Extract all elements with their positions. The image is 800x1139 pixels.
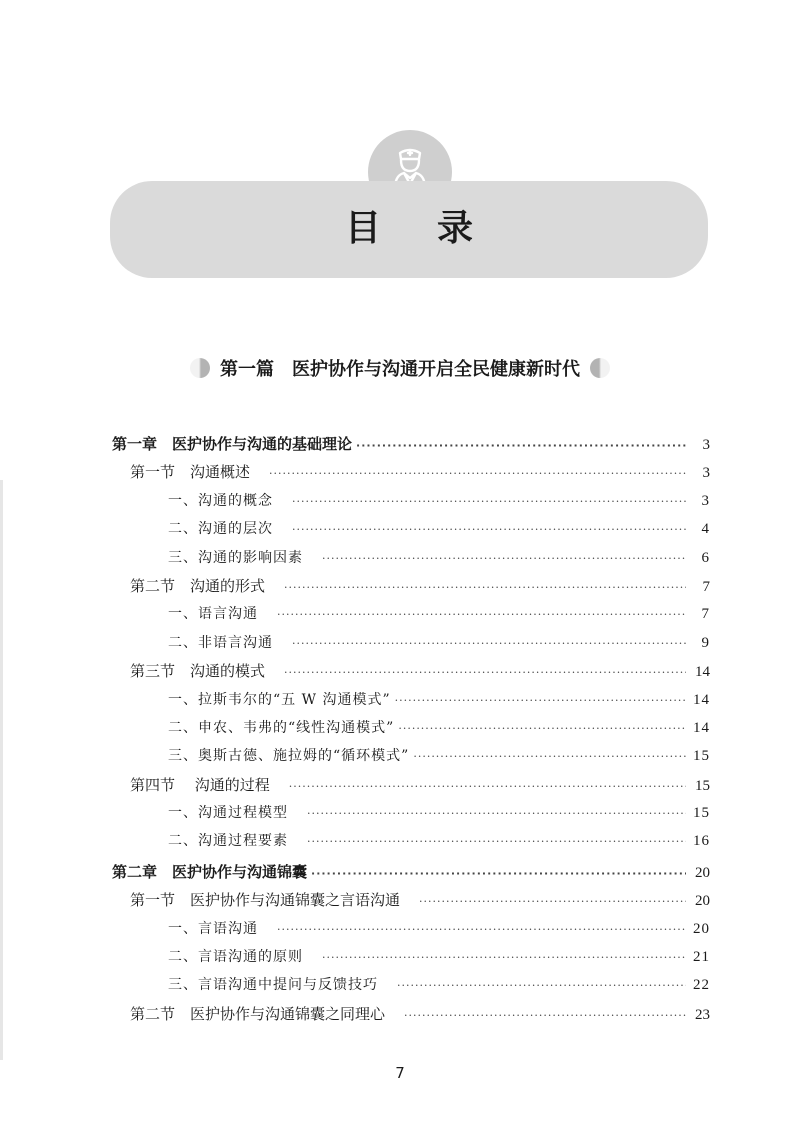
toc-entry-subsection[interactable]: [112, 487, 710, 515]
toc-entry-page: 15: [693, 805, 710, 822]
left-ornament-dot: [190, 358, 210, 378]
toc-entry-page: 20: [695, 864, 710, 881]
toc-entry-label: 二、申农、韦弗的“线性沟通模式”: [168, 719, 395, 736]
dot-leader: [292, 488, 686, 516]
toc-entry-page: 22: [693, 977, 710, 994]
toc-entry-subsection[interactable]: [112, 742, 710, 770]
toc-entry-section[interactable]: [112, 1000, 710, 1028]
toc-entry-subsection[interactable]: [112, 971, 710, 999]
toc-entry-subsection[interactable]: [112, 600, 710, 628]
toc-entry-page: 21: [693, 949, 710, 966]
toc-entry-page: 9: [701, 634, 710, 651]
dot-leader: [292, 516, 686, 544]
toc-entry-page: 3: [701, 492, 710, 509]
dot-leader: [277, 601, 686, 629]
toc-entry-label: 三、奥斯古德、施拉姆的“循环模式”: [168, 748, 410, 765]
dot-leader: [307, 800, 686, 828]
page-edge-shadow: [0, 480, 3, 1060]
toc-entry-page: 15: [695, 777, 710, 794]
toc-entry-label: 二、沟通的层次: [168, 521, 288, 538]
toc-entry-page: 3: [702, 465, 710, 482]
toc-entry-label: 一、语言沟通: [168, 606, 273, 623]
dot-leader: [356, 432, 686, 460]
dot-leader: [307, 828, 686, 856]
toc-entry-subsection[interactable]: [112, 686, 710, 714]
toc-entry-subsection[interactable]: [112, 629, 710, 657]
dot-leader: [413, 743, 686, 771]
toc-entry-page: 7: [702, 578, 710, 595]
dot-leader: [322, 944, 686, 972]
toc-entry-label: 第一节 沟通概述: [130, 463, 266, 482]
toc-entry-label: 第二节 医护协作与沟通锦囊之同理心: [130, 1004, 401, 1023]
toc-entry-subsection[interactable]: [112, 827, 710, 855]
toc-entry-page: 14: [693, 691, 710, 708]
toc-entry-label: 二、沟通过程要素: [168, 833, 303, 850]
toc-entry-page: 15: [693, 748, 710, 765]
toc-entry-label: 一、沟通过程模型: [168, 805, 303, 822]
toc-entry-subsection[interactable]: [112, 943, 710, 971]
toc-entry-subsection[interactable]: [112, 714, 710, 742]
toc-entry-label: 二、非语言沟通: [168, 634, 288, 651]
dot-leader: [311, 860, 686, 888]
toc-entry-label: 一、言语沟通: [168, 920, 273, 937]
toc-entry-label: 第一章 医护协作与沟通的基础理论: [112, 435, 353, 453]
toc-entry-label: 一、沟通的概念: [168, 492, 288, 509]
dot-leader: [269, 460, 686, 488]
toc-entry-page: 4: [701, 521, 710, 538]
toc-entry-page: 23: [695, 1006, 710, 1023]
toc-entry-chapter[interactable]: [112, 858, 710, 886]
dot-leader: [284, 574, 686, 602]
toc-entry-subsection[interactable]: [112, 915, 710, 943]
page-title: 目录: [344, 208, 529, 249]
toc-entry-page: 3: [702, 437, 710, 453]
toc-entry-page: 20: [695, 893, 710, 910]
dot-leader: [395, 687, 686, 715]
dot-leader: [397, 972, 686, 1000]
toc-entry-subsection[interactable]: [112, 515, 710, 543]
toc-title-banner: [110, 181, 708, 278]
toc-entry-label: 三、言语沟通中提问与反馈技巧: [168, 977, 393, 994]
toc-entry-section[interactable]: [112, 572, 710, 600]
part-heading: [0, 352, 800, 384]
page-number: 7: [395, 1064, 405, 1082]
toc-entry-page: 6: [701, 549, 710, 566]
toc-entry-section[interactable]: [112, 886, 710, 914]
toc-entry-label: 第二节 沟通的形式: [130, 576, 281, 595]
dot-leader: [292, 630, 686, 658]
dot-leader: [322, 545, 686, 573]
toc-entry-page: 16: [693, 833, 710, 850]
toc-entry-page: 7: [701, 606, 710, 623]
toc-entry-label: 第二章 医护协作与沟通锦囊: [112, 862, 308, 881]
toc-entry-label: 二、言语沟通的原则: [168, 949, 318, 966]
part-title: 第一篇 医护协作与沟通开启全民健康新时代: [220, 359, 580, 380]
dot-leader: [404, 1002, 686, 1030]
toc-entry-page: 14: [693, 719, 710, 736]
toc-entry-subsection[interactable]: [112, 544, 710, 572]
toc-entry-label: 一、拉斯韦尔的“五 W 沟通模式”: [168, 691, 391, 708]
toc-entry-section[interactable]: [112, 771, 710, 799]
dot-leader: [419, 888, 686, 916]
dot-leader: [398, 715, 686, 743]
dot-leader: [289, 773, 686, 801]
toc-entry-label: 三、沟通的影响因素: [168, 549, 318, 566]
dot-leader: [277, 916, 686, 944]
toc-entry-label: 第三节 沟通的模式: [130, 662, 281, 681]
table-of-contents: [112, 428, 710, 1028]
toc-entry-label: 第一节 医护协作与沟通锦囊之言语沟通: [130, 891, 416, 910]
toc-entry-subsection[interactable]: [112, 799, 710, 827]
toc-entry-page: 20: [693, 920, 710, 937]
toc-entry-section[interactable]: [112, 657, 710, 685]
toc-entry-page: 14: [695, 664, 710, 681]
toc-entry-label: 第四节 沟通的过程: [130, 775, 285, 794]
right-ornament-dot: [590, 358, 610, 378]
dot-leader: [284, 659, 686, 687]
toc-entry-section[interactable]: [112, 458, 710, 486]
toc-entry-chapter[interactable]: [112, 430, 710, 458]
